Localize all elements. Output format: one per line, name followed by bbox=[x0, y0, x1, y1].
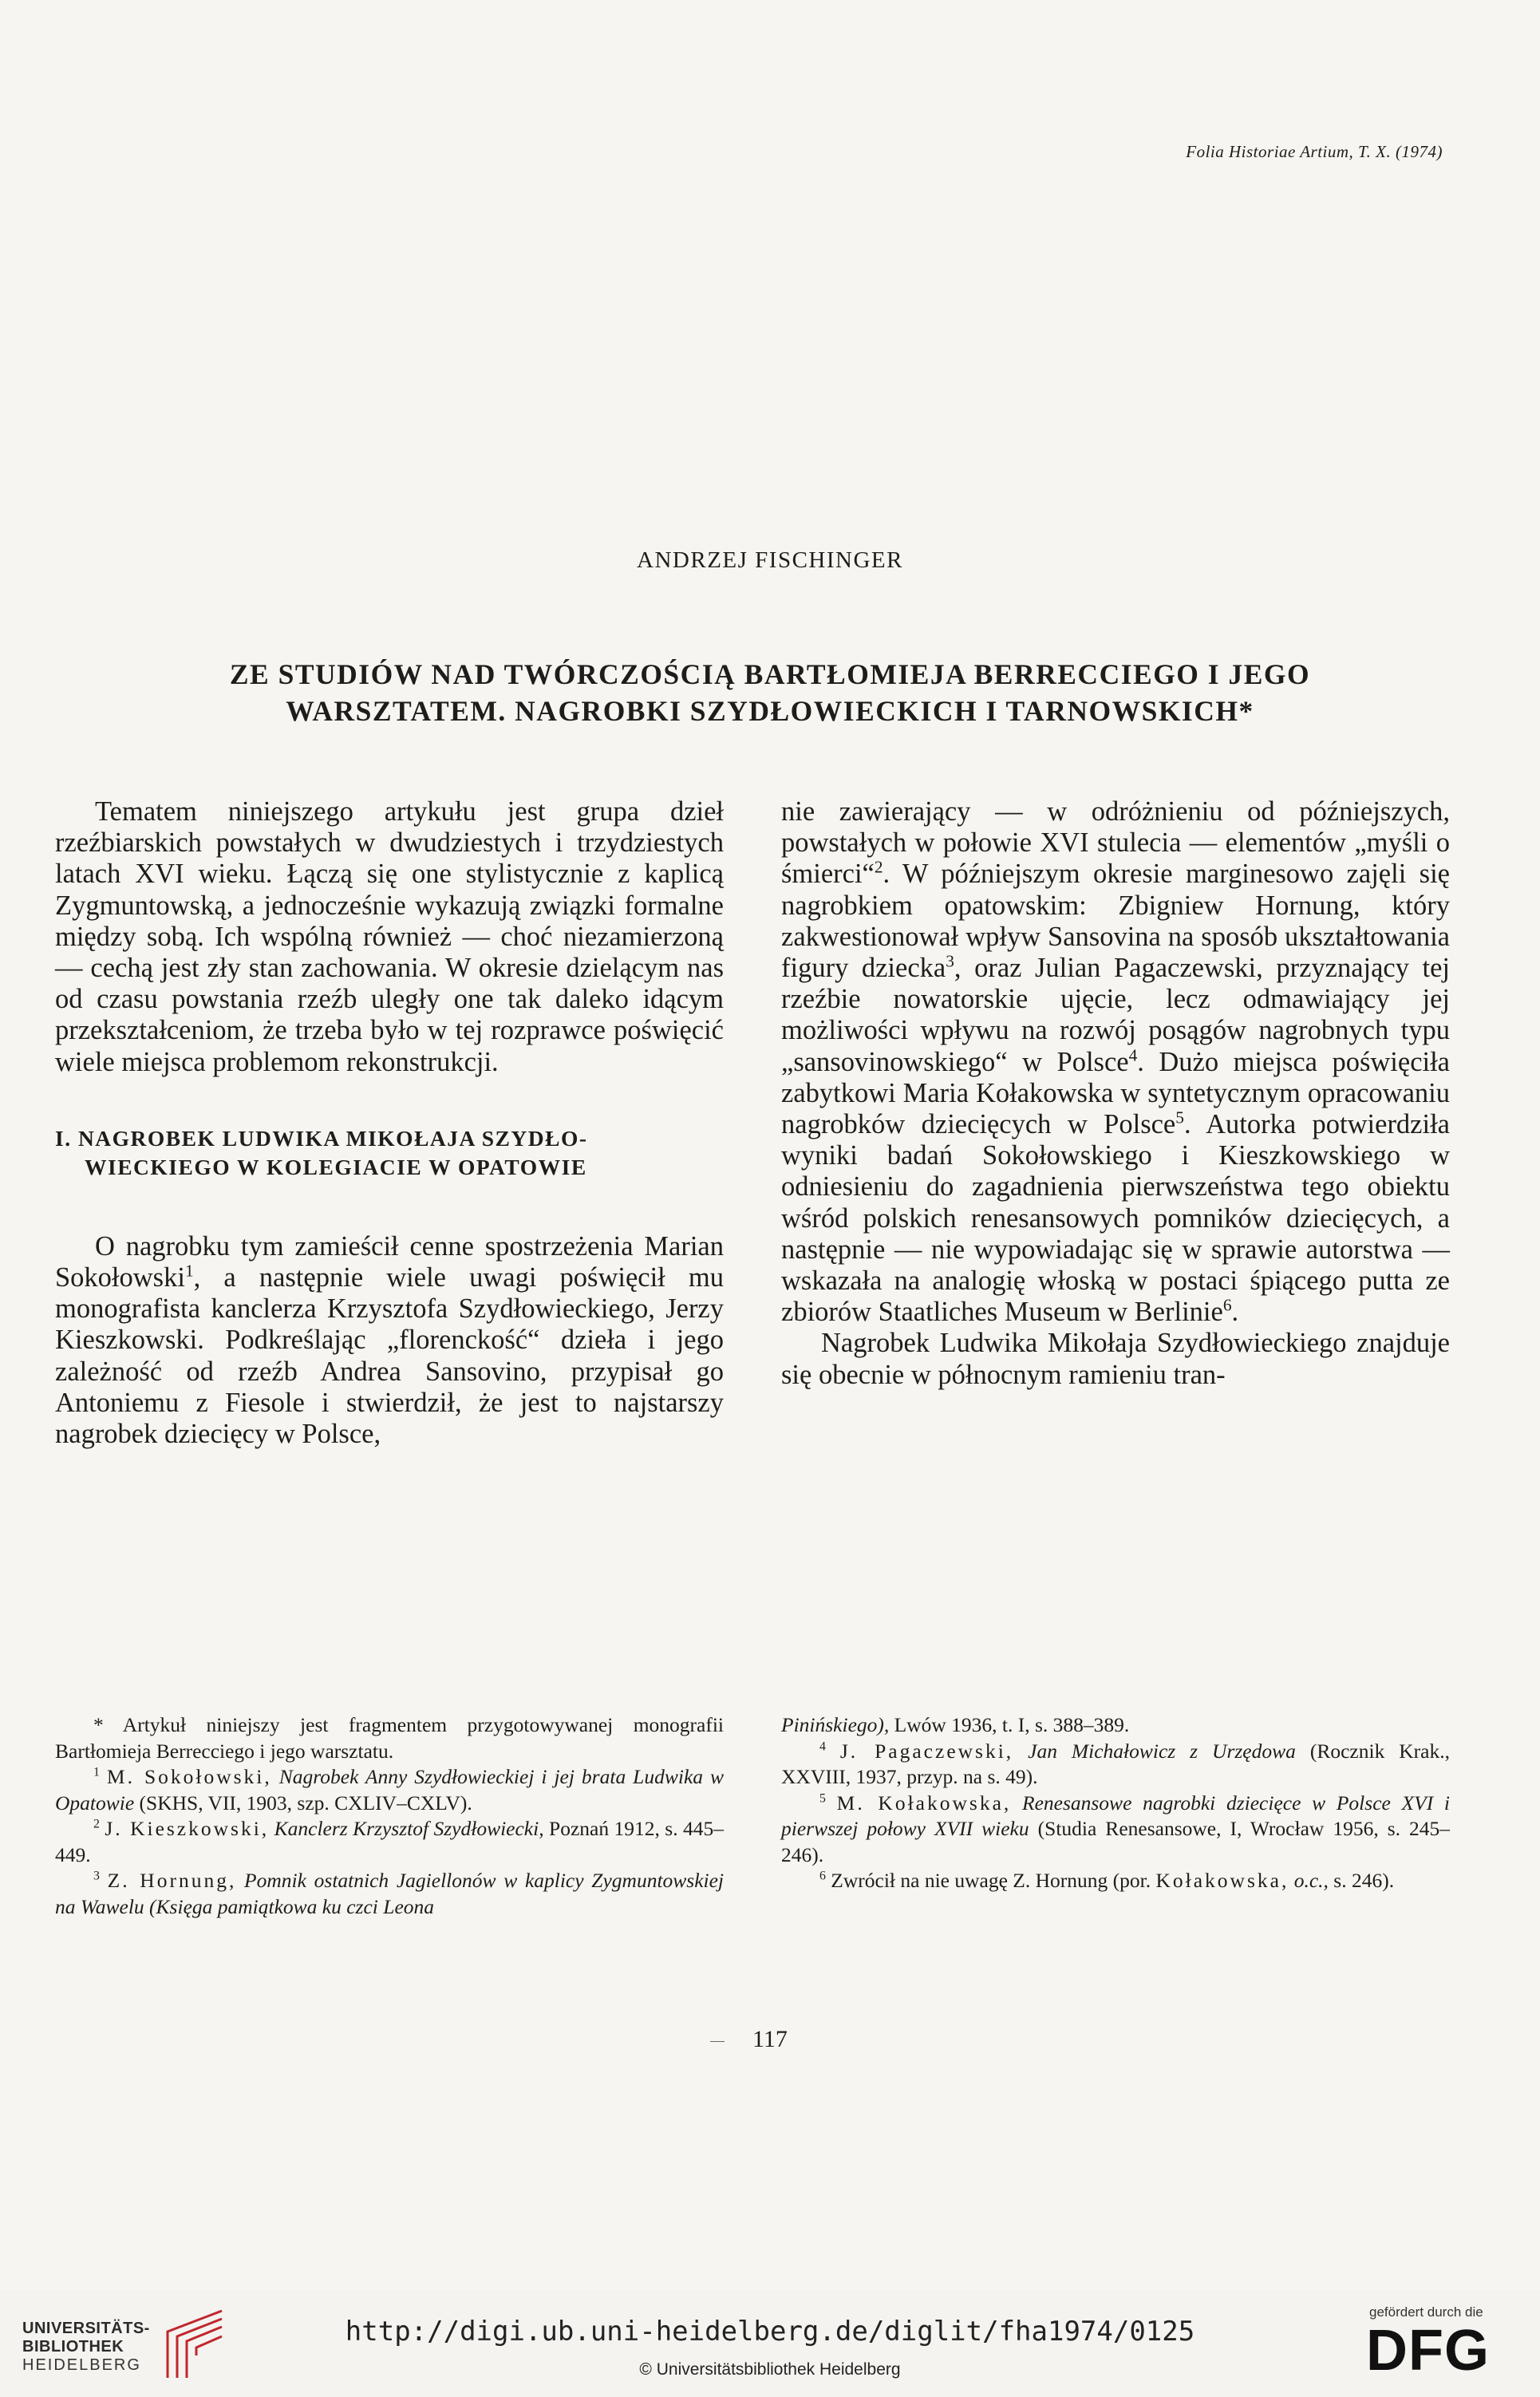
title-line-2: WARSZTATEM. NAGROBKI SZYDŁOWIECKICH I TARNOWSKICH* bbox=[286, 695, 1254, 727]
section-heading-line-2: WIECKIEGO W KOLEGIACIE W OPATOWIE bbox=[85, 1154, 587, 1179]
footnotes-right bbox=[781, 1712, 1450, 1894]
footnote-3-continued: Pinińskiego), Lwów 1936, t. I, s. 388–389. bbox=[781, 1713, 1130, 1736]
footnote-ref[interactable]: 4 bbox=[1128, 1045, 1138, 1065]
footnote-6: $^6$ Zwrócił na nie uwagę Z. Hornung (por. Kołakowska, o.c., s. 246). bbox=[819, 1869, 1395, 1892]
footnote-ref[interactable]: 5 bbox=[1175, 1108, 1184, 1127]
footnotes-left bbox=[55, 1712, 724, 1920]
footnote-3: $^3$ Z. Hornung, Pomnik ostatnich Jagiellonów w kaplicy Zygmuntowskiej na Wawelu (Księga pamiątkowa ku czci Leona bbox=[55, 1869, 725, 1918]
permalink-url[interactable]: http://digi.ub.uni-heidelberg.de/diglit/fha1974/0125 bbox=[345, 2316, 1195, 2348]
article-author: ANDRZEJ FISCHINGER bbox=[637, 547, 903, 573]
footnote-ref[interactable]: 1 bbox=[184, 1261, 194, 1281]
footnote-1: $^1$ M. Sokołowski, Nagrobek Anny Szydłowieckiej i jej brata Ludwika w Opatowie (SKHS, VII, 1903, szp. CXLIV–CXLV). bbox=[55, 1765, 725, 1815]
article-title bbox=[120, 656, 1420, 729]
footnote-star: * Artykuł niniejszy jest fragmentem przygotowywanej monografii Bartłomieja Berrecciego i jego warsztatu. bbox=[55, 1713, 724, 1763]
footnote-ref[interactable]: 6 bbox=[1222, 1295, 1232, 1315]
copyright-notice: © Universitätsbibliothek Heidelberg bbox=[639, 2360, 901, 2379]
footnote-5: $^5$ M. Kołakowska, Renesansowe nagrobki dziecięce w Polsce XVI i pierwszej połowy XVII wieku (Studia Renesansowe, I, Wrocław 1956, s. 245–246). bbox=[781, 1791, 1451, 1866]
dfg-logo: DFG bbox=[1366, 2319, 1490, 2383]
intro-paragraph: Tematem niniejszego artykułu jest grupa dzieł rzeźbiarskich powstałych w dwudziestych i trzydziestych latach XVI wieku. Łączą się one stylistycznie z kaplicą Zygmuntowską, a jednocześnie wykazują związki formalne między sobą. Ich wspólną również — choć niezamierzoną — cechą jest zły stan zachowania. W okresie dzielącym nas od czasu powstania rzeźb uległy one tak daleko idącym przekształceniom, że trzeba było w tej rozprawce poświęcić wiele miejsca problemom rekonstrukcji. bbox=[55, 796, 724, 1077]
footnote-2: $^2$ J. Kieszkowski, Kanclerz Krzysztof Szydłowiecki, Poznań 1912, s. 445–449. bbox=[55, 1817, 725, 1866]
footnote-ref[interactable]: 3 bbox=[946, 951, 954, 971]
body-paragraph: Nagrobek Ludwika Mikołaja Szydłowieckiego znajduje się obecnie w północnym ramieniu tran- bbox=[781, 1328, 1450, 1390]
continued-paragraph: nie zawierający — w odróżnieniu od późniejszych, powstałych w połowie XVI stulecia — elementów „myśli o śmierci“$^2$. W późniejszym okresie marginesowo zajęli się nagrobkiem opatowskim: Zbigniew Hornung, który zakwestionował wpływ Sansovina na sposób ukształtowania figury dziecka$^3$, oraz Julian Pagaczewski, przyznający tej rzeźbie nowatorskie ujęcie, lecz odmawiający jej możliwości wpływu na rozwój posągów nagrobnych typu „sansovinowskiego“ w Polsce$^4$. Dużo miejsca poświęciła zabytkowi Maria Kołakowska w syntetycznym opracowaniu nagrobków dziecięcych w Polsce$^5$. Autorka potwierdziła wyniki badań Sokołowskiego i Kieszkowskiego w odniesieniu do zagadnienia pierwszeństwa tego obiektu wśród polskich renesansowych pomników dziecięcych, a następnie — nie wypowiadając się w sprawie autorstwa — wskazała na analogię włoską w postaci śpiącego putta ze zbiorów Staatliches Museum w Berlinie$^6$. bbox=[781, 796, 1451, 1328]
right-column bbox=[781, 796, 1450, 1391]
footnote-4: $^4$ J. Pagaczewski, Jan Michałowicz z Urzędowa (Rocznik Krak., XXVIII, 1937, przyp. na s. 49). bbox=[781, 1739, 1450, 1788]
digitization-footer bbox=[0, 2290, 1540, 2397]
page-number: 117 bbox=[752, 2026, 788, 2052]
body-paragraph: O nagrobku tym zamieścił cenne spostrzeżenia Marian Sokołowski$^1$, a następnie wiele uwagi poświęcił mu monografista kanclerza Krzysztofa Szydłowieckiego, Jerzy Kieszkowski. Podkreślając „florenckość“ dzieła i jego zależność od rzeźb Andrea Sansovino, przypisał go Antoniemu z Fiesole i stwierdził, że jest to najstarszy nagrobek dziecięcy w Polsce, bbox=[55, 1230, 724, 1450]
footnote-ref[interactable]: 2 bbox=[874, 857, 883, 877]
section-heading-line-1: I. NAGROBEK LUDWIKA MIKOŁAJA SZYDŁO- bbox=[55, 1125, 588, 1151]
library-name: UNIVERSITÄTS- BIBLIOTHEK HEIDELBERG bbox=[22, 2320, 150, 2374]
funding-note: gefördert durch die bbox=[1369, 2304, 1483, 2320]
left-column bbox=[55, 796, 724, 1450]
section-heading bbox=[55, 1124, 724, 1182]
journal-header: Folia Historiae Artium, T. X. (1974) bbox=[1186, 142, 1443, 161]
title-line-1: ZE STUDIÓW NAD TWÓRCZOŚCIĄ BARTŁOMIEJA BERRECCIEGO I JEGO bbox=[229, 658, 1311, 690]
